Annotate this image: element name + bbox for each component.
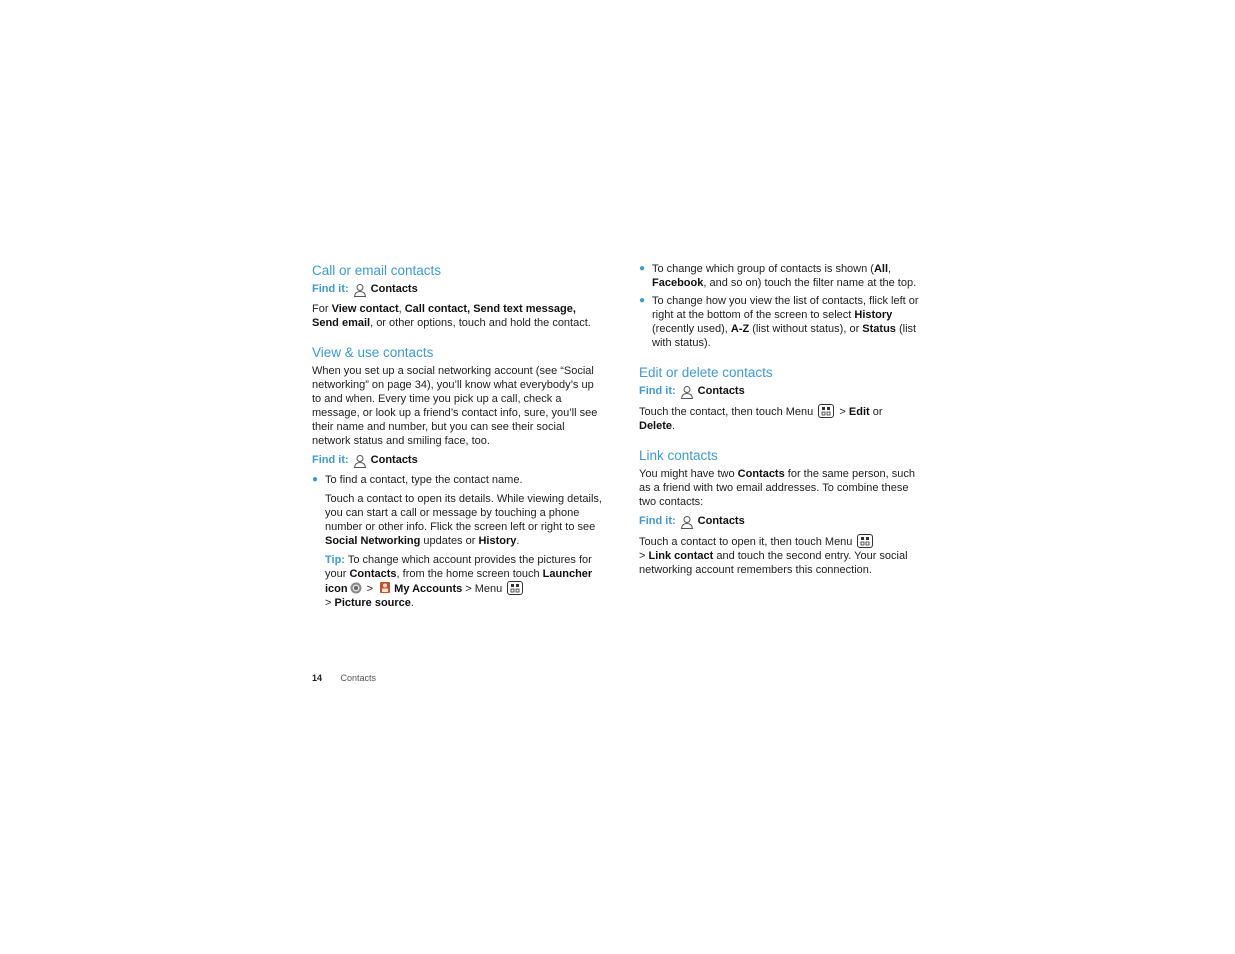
view-use-heading: View & use contacts (312, 345, 434, 360)
menu-key-icon (818, 404, 834, 418)
find-it-target: Contacts (697, 385, 745, 397)
call-email-find-it (312, 282, 602, 297)
view-use-find-it (312, 453, 602, 468)
edit-delete-find-it (639, 384, 925, 399)
link-text: Touch a contact to open it, then touch Menu > Link contact and touch the second entry. Your social networking account remembers this connection. (639, 536, 908, 576)
view-use-section (312, 344, 602, 610)
edit-delete-section (639, 364, 925, 433)
bullet-icon: ● (312, 474, 319, 485)
menu-key-icon (857, 534, 873, 548)
page-footer (312, 673, 376, 683)
right-column (639, 262, 925, 587)
view-use-detail: Touch a contact to open its details. While viewing details, you can start a call or message by touching a phone number or other info. Flick the screen left or right to see Social Networking updates or History. (325, 493, 602, 547)
contacts-person-icon (680, 385, 694, 399)
list-item: ● To find a contact, type the contact name. (312, 474, 523, 486)
find-it-label: Find it: (312, 454, 349, 466)
contacts-person-icon (353, 283, 367, 297)
view-use-list (312, 473, 602, 487)
link-heading: Link contacts (639, 448, 718, 463)
contacts-person-icon (680, 515, 694, 529)
bullet-icon: ● (639, 263, 646, 274)
launcher-icon (350, 582, 362, 594)
call-email-section (312, 262, 602, 330)
my-accounts-icon (379, 581, 391, 594)
find-it-label: Find it: (639, 385, 676, 397)
find-it-label: Find it: (312, 283, 349, 295)
view-use-intro: When you set up a social networking account (see “Social networking” on page 34), you’ll know what everybody’s up to and when. Every time you pick up a call, check a message, or look up a friend’s contact info, sure, you’ll see their name and number, but you can see their social network status and smiling face, too. (312, 365, 598, 447)
find-it-target: Contacts (370, 454, 418, 466)
list-item: ● To change how you view the list of contacts, flick left or right at the bottom of the screen to select History (recently used), A-Z (list without status), or Status (list with status). (639, 295, 919, 349)
find-it-target: Contacts (697, 515, 745, 527)
footer-section-name: Contacts (340, 673, 377, 683)
view-use-tip: Tip: To change which account provides the pictures for your Contacts, from the home screen touch Launcher icon > My Accounts > Menu > Picture source. (325, 554, 593, 609)
contacts-view-list (639, 262, 925, 350)
menu-key-icon (507, 581, 523, 595)
tip-label: Tip: (325, 554, 345, 566)
edit-delete-heading: Edit or delete contacts (639, 365, 773, 380)
call-email-text: For View contact, Call contact, Send text message, Send email, or other options, touch and hold the contact. (312, 303, 591, 329)
list-item: ● To change which group of contacts is shown (All, Facebook, and so on) touch the filter name at the top. (639, 263, 917, 289)
left-column (312, 262, 602, 620)
link-intro: You might have two Contacts for the same person, such as a friend with two email addresses. To combine these two contacts: (639, 468, 915, 508)
link-section (639, 447, 925, 577)
edit-delete-text: Touch the contact, then touch Menu > Edit or Delete. (639, 406, 883, 432)
find-it-label: Find it: (639, 515, 676, 527)
link-find-it (639, 514, 925, 529)
page-number: 14 (312, 673, 323, 683)
find-it-target: Contacts (370, 283, 418, 295)
bullet-icon: ● (639, 295, 646, 306)
call-email-heading: Call or email contacts (312, 263, 442, 278)
contacts-person-icon (353, 454, 367, 468)
